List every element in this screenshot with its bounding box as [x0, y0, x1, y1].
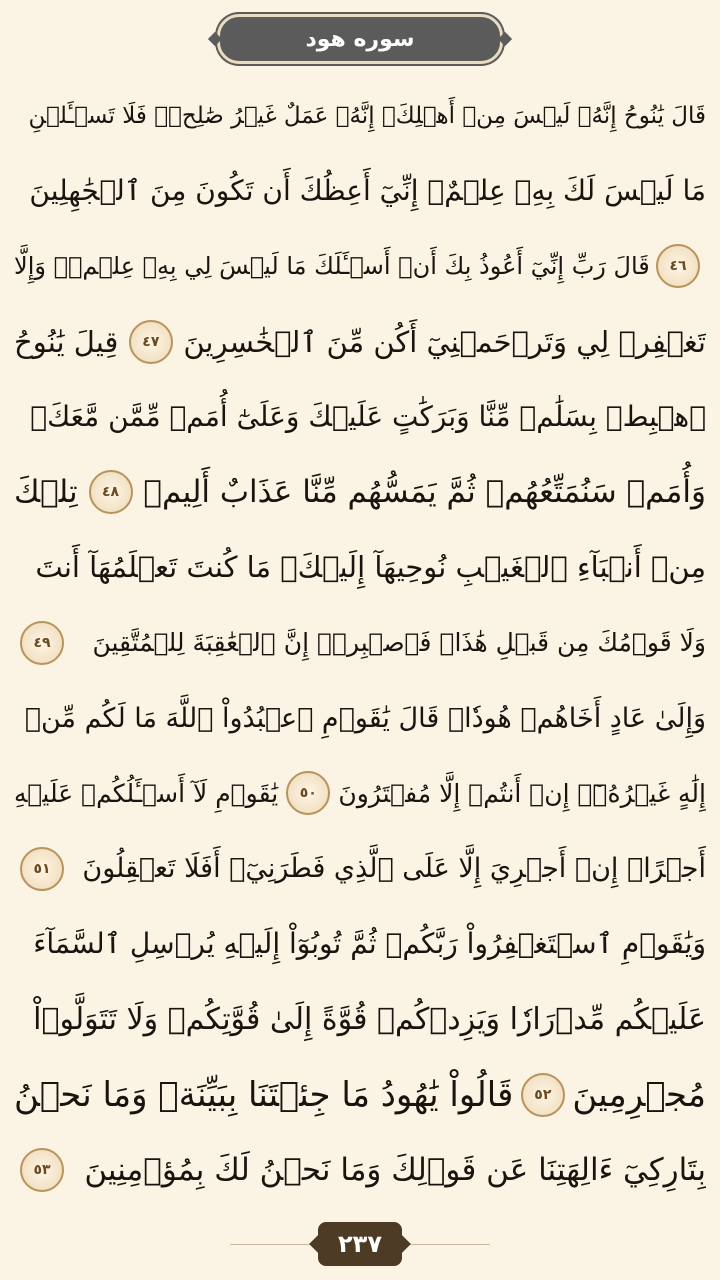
surah-header [217, 14, 503, 64]
verse-text: تَغۡفِرۡ لِي وَتَرۡحَمۡنِيٓ أَكُن مِّنَ ٱلۡخَٰسِرِينَ [183, 324, 706, 359]
verse-line [14, 906, 706, 981]
footer-divider-right [410, 1244, 490, 1245]
verse-line [14, 379, 706, 454]
verse-line [14, 78, 706, 153]
footer-divider-left [230, 1244, 310, 1245]
ayah-number-marker: ٥٣ [20, 1148, 64, 1192]
ayah-number-marker: ٤٨ [89, 470, 133, 514]
verse-text: قَالَ يَٰنُوحُ إِنَّهُۥ لَيۡسَ مِنۡ أَهۡلِكَۖ إِنَّهُۥ عَمَلٌ غَيۡرُ صَٰلِحٖۖ فَلَا تَسۡـَٔلۡنِ [28, 102, 706, 129]
verse-text: إِلَٰهٍ غَيۡرُهُۥٓۖ إِنۡ أَنتُمۡ إِلَّا مُفۡتَرُونَ [338, 778, 706, 808]
verse-line [14, 454, 706, 529]
page-number-badge [318, 1222, 402, 1266]
verse-text: مَا لَيۡسَ لَكَ بِهِۦ عِلۡمٌۖ إِنِّيٓ أَعِظُكَ أَن تَكُونَ مِنَ ٱلۡجَٰهِلِينَ [29, 174, 706, 208]
verse-text: وَلَا قَوۡمُكَ مِن قَبۡلِ هَٰذَاۖ فَٱصۡبِرۡۖ إِنَّ ٱلۡعَٰقِبَةَ لِلۡمُتَّقِينَ [92, 628, 706, 658]
verse-text: بِتَارِكِيٓ ءَالِهَتِنَا عَن قَوۡلِكَ وَمَا نَحۡنُ لَكَ بِمُؤۡمِنِينَ [84, 1151, 706, 1188]
ayah-number-marker: ٤٧ [129, 320, 173, 364]
verse-line [14, 756, 706, 831]
verse-line [14, 153, 706, 228]
page-footer [0, 1222, 720, 1266]
verse-line [14, 530, 706, 605]
verse-text: قَالُواْ يَٰهُودُ مَا جِئۡتَنَا بِبَيِّنَةٖ وَمَا نَحۡنُ [14, 1074, 514, 1115]
verse-text: يَٰقَوۡمِ لَآ أَسۡـَٔلُكُمۡ عَلَيۡهِ [14, 778, 279, 808]
ayah-number-marker: ٥١ [20, 847, 64, 891]
verse-line [14, 680, 706, 755]
verse-text: قَالَ رَبِّ إِنِّيٓ أَعُوذُ بِكَ أَنۡ أَسۡـَٔلَكَ مَا لَيۡسَ لِي بِهِۦ عِلۡمٞۖ وَإِلَّا [14, 252, 650, 281]
verse-line [14, 1057, 706, 1132]
page-number: ٢٣٧ [338, 1230, 382, 1258]
ayah-number-marker: ٥٠ [286, 771, 330, 815]
verse-line [14, 831, 706, 906]
verse-text: وَأُمَمٞ سَنُمَتِّعُهُمۡ ثُمَّ يَمَسُّهُم مِّنَّا عَذَابٌ أَلِيمٞ [143, 474, 706, 511]
verse-line [14, 229, 706, 304]
verse-text: ٱهۡبِطۡ بِسَلَٰمٖ مِّنَّا وَبَرَكَٰتٍ عَلَيۡكَ وَعَلَىٰٓ أُمَمٖ مِّمَّن مَّعَكَۚ [30, 400, 706, 434]
verse-line [14, 605, 706, 680]
verse-text: قِيلَ يَٰنُوحُ [14, 324, 119, 359]
surah-title: سوره هود [305, 26, 415, 52]
verse-line [14, 1132, 706, 1207]
verse-text: أَجۡرًاۖ إِنۡ أَجۡرِيَ إِلَّا عَلَى ٱلَّذِي فَطَرَنِيٓۚ أَفَلَا تَعۡقِلُونَ [82, 853, 706, 885]
verse-text: مِنۡ أَنۢبَآءِ ٱلۡغَيۡبِ نُوحِيهَآ إِلَيۡكَۖ مَا كُنتَ تَعۡلَمُهَآ أَنتَ [35, 550, 706, 585]
verse-text: عَلَيۡكُم مِّدۡرَارٗا وَيَزِدۡكُمۡ قُوَّةً إِلَىٰ قُوَّتِكُمۡ وَلَا تَتَوَلَّوۡاْ [33, 1001, 706, 1037]
verse-line [14, 982, 706, 1057]
ayah-number-marker: ٤٩ [20, 621, 64, 665]
quran-text-area [14, 78, 706, 1208]
verse-text: وَيَٰقَوۡمِ ٱسۡتَغۡفِرُواْ رَبَّكُمۡ ثُمَّ تُوبُوٓاْ إِلَيۡهِ يُرۡسِلِ ٱلسَّمَآءَ [33, 927, 706, 961]
verse-text: تِلۡكَ [14, 474, 78, 511]
verse-line [14, 304, 706, 379]
ayah-number-marker: ٤٦ [656, 244, 700, 288]
verse-text: مُجۡرِمِينَ [572, 1074, 706, 1115]
verse-text: وَإِلَىٰ عَادٍ أَخَاهُمۡ هُودٗاۚ قَالَ يَٰقَوۡمِ ٱعۡبُدُواْ ٱللَّهَ مَا لَكُم مِّنۡ [24, 702, 706, 734]
ayah-number-marker: ٥٢ [521, 1073, 565, 1117]
